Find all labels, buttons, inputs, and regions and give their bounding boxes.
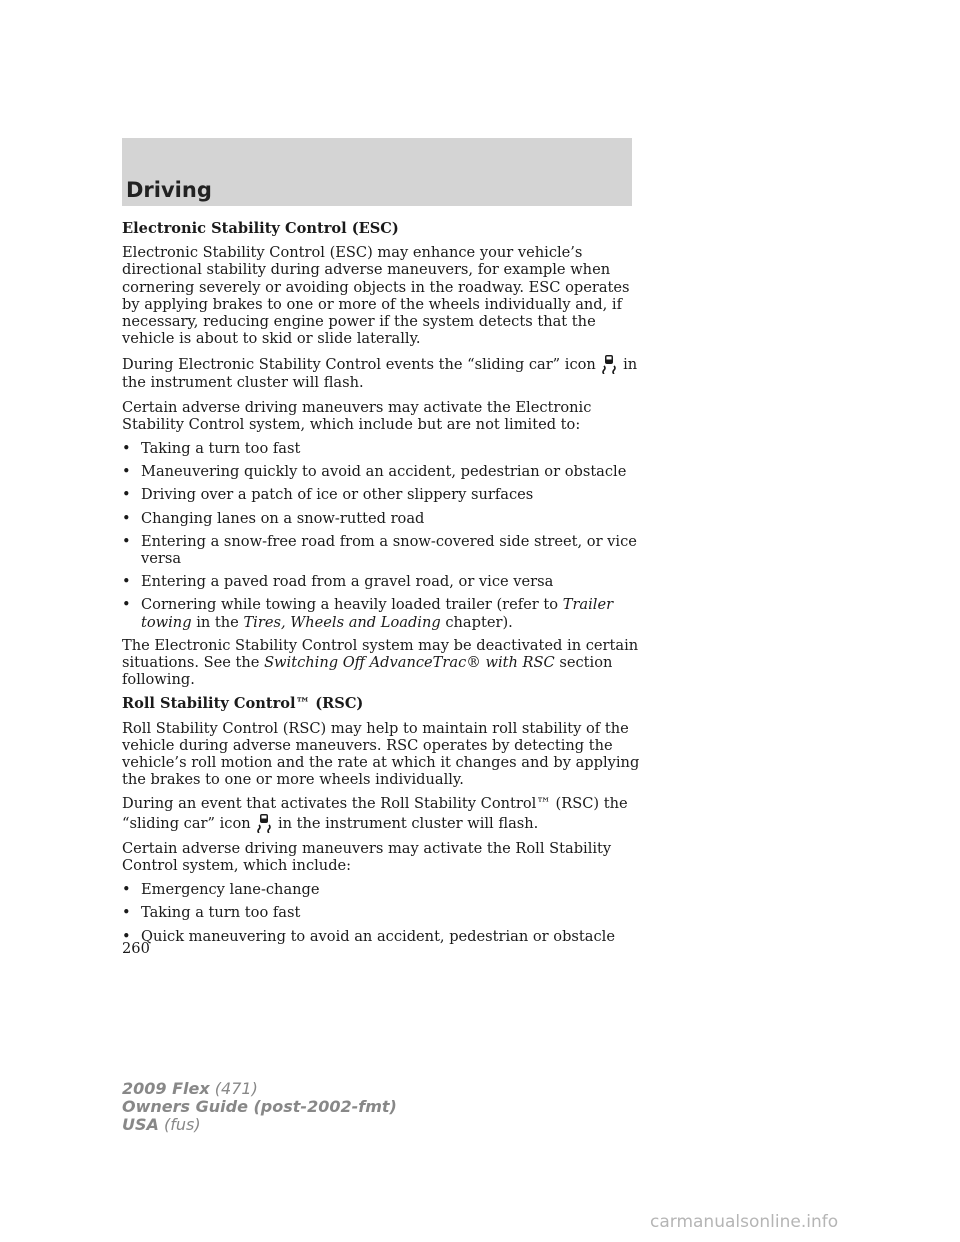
rsc-heading: Roll Stability Control™ (RSC) <box>122 695 364 713</box>
list-item <box>122 463 642 480</box>
bullet-dot: • <box>122 486 131 504</box>
sliding-car-icon <box>257 813 271 833</box>
list-item <box>122 596 642 630</box>
list-item-text: Maneuvering quickly to avoid an accident, pedestrian or obstacle <box>141 463 627 481</box>
bullet-dot: • <box>122 463 131 481</box>
rsc-paragraph-2 <box>122 795 642 832</box>
watermark: carmanualsonline.info <box>650 1212 839 1232</box>
rsc-paragraph-2-text-a: During an event that activates the Roll Stability Control™ (RSC) the “sliding car” icon <box>122 795 628 832</box>
bullet-dot: • <box>122 573 131 591</box>
list-item-text <box>141 596 613 630</box>
list-item <box>122 904 642 921</box>
rsc-paragraph-3: Certain adverse driving maneuvers may activate the Roll Stability Control system, which include: <box>122 839 612 874</box>
sliding-car-icon <box>602 354 616 374</box>
section-title: Driving <box>126 178 212 202</box>
list-item-text: Entering a paved road from a gravel road, or vice versa <box>141 573 554 591</box>
rsc-bullet-list <box>122 881 642 945</box>
list-item <box>122 510 642 527</box>
list-item <box>122 573 642 590</box>
esc-bullet-list <box>122 440 642 631</box>
bullet-dot: • <box>122 881 131 899</box>
bullet-dot: • <box>122 904 131 922</box>
esc-paragraph-2-text-a: During Electronic Stability Control events the “sliding car” icon <box>122 356 596 374</box>
esc-paragraph-2-text-b: in the instrument cluster will flash. <box>122 356 638 392</box>
esc-paragraph-1: Electronic Stability Control (ESC) may enhance your vehicle’s directional stability during adverse maneuvers, for example when cornering severely or avoiding objects in the roadway. ESC operates by applying brakes to one or more of the wheels individually and, if necessary, reducing engine power if the system detects that the vehicle is about to skid or slide laterally. <box>122 244 630 348</box>
footer-guide: Owners Guide (post-2002-fmt) <box>122 1097 397 1116</box>
esc-heading: Electronic Stability Control (ESC) <box>122 220 399 237</box>
cross-reference-trailer-towing: Trailer towing <box>141 596 614 631</box>
list-item-text: Changing lanes on a snow-rutted road <box>141 509 425 527</box>
text-run: chapter). <box>440 613 513 631</box>
text-run: The Electronic Stability Control system may be deactivated in certain situations. See the <box>122 636 639 672</box>
rsc-paragraph-2-text-b: in the instrument cluster will flash. <box>277 814 539 832</box>
footer-code: (471) <box>214 1079 258 1098</box>
list-item-text: Entering a snow-free road from a snow-covered side street, or vice versa <box>141 532 637 568</box>
list-item <box>122 440 642 457</box>
list-item <box>122 881 642 898</box>
text-run: section following. <box>122 654 613 689</box>
list-item-text: Quick maneuvering to avoid an accident, pedestrian or obstacle <box>141 927 615 945</box>
bullet-dot: • <box>122 596 131 614</box>
cross-reference-section: Switching Off AdvanceTrac® with RSC <box>264 654 555 672</box>
list-item <box>122 486 642 503</box>
bullet-dot: • <box>122 509 131 527</box>
cross-reference-chapter: Tires, Wheels and Loading <box>243 613 441 631</box>
text-run: Cornering while towing a heavily loaded trailer (refer to <box>141 596 563 614</box>
list-item-text: Taking a turn too fast <box>141 440 301 458</box>
list-item <box>122 533 642 567</box>
page-content <box>122 220 642 951</box>
page-number: 260 <box>122 940 150 957</box>
list-item-text: Taking a turn too fast <box>141 904 301 922</box>
esc-paragraph-2 <box>122 354 642 391</box>
text-run: in the <box>191 613 244 631</box>
esc-paragraph-4 <box>122 637 642 689</box>
bullet-dot: • <box>122 440 131 458</box>
rsc-paragraph-1: Roll Stability Control (RSC) may help to maintain roll stability of the vehicle during adverse maneuvers. RSC operates by detecting the vehicle’s roll motion and the rate at which it changes and by applying the brakes to one or more wheels individually. <box>122 719 640 789</box>
list-item-text: Driving over a patch of ice or other slippery surfaces <box>141 486 534 504</box>
list-item <box>122 928 642 945</box>
footer-line-2 <box>122 1098 397 1116</box>
list-item-text: Emergency lane-change <box>141 881 320 899</box>
footer-line-1 <box>122 1080 397 1098</box>
footer-market-code: (fus) <box>164 1115 201 1134</box>
esc-paragraph-3: Certain adverse driving maneuvers may activate the Electronic Stability Control system, which include but are not limited to: <box>122 398 592 433</box>
footer-market: USA <box>122 1115 159 1134</box>
footer-line-3 <box>122 1116 397 1134</box>
bullet-dot: • <box>122 532 131 550</box>
document-footer <box>122 1080 397 1134</box>
bullet-dot: • <box>122 927 131 945</box>
footer-model: 2009 Flex <box>122 1079 210 1098</box>
